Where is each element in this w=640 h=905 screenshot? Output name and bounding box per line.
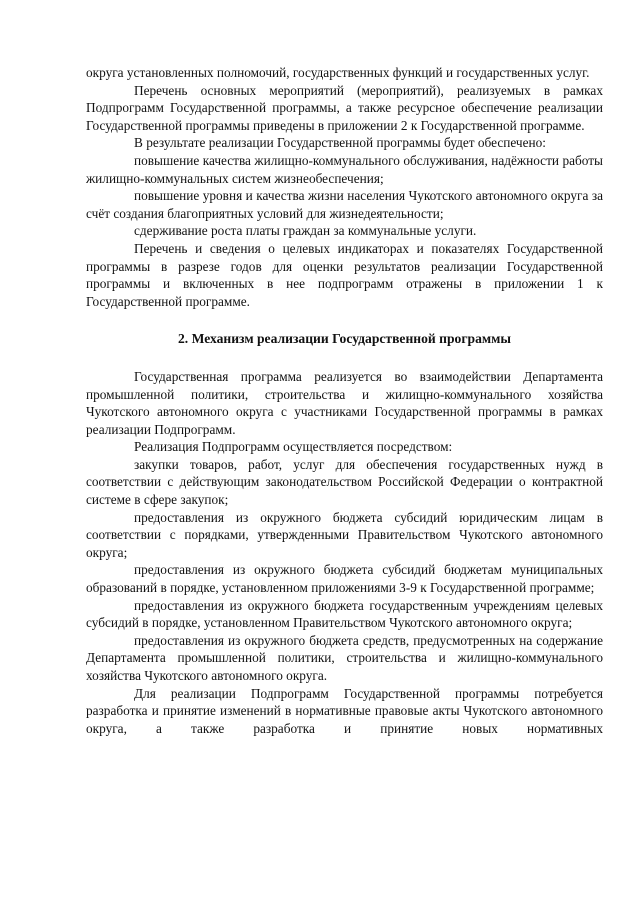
paragraph-continuation: округа установленных полномочий, государственных функций и государственных услуг. (86, 65, 590, 80)
list-item-service-quality: повышение качества жилищно-коммунального обслуживания, надёжности работы жилищно-коммунальных систем жизнеобеспечения; (86, 152, 603, 186)
paragraph-activities-list: Перечень основных мероприятий (мероприятий), реализуемых в рамках Подпрограмм Государственной программы, а также ресурсное обеспечение реализации Государственной программы приведены в приложении 2 к Государственной программе. (86, 82, 603, 133)
paragraph-means-intro: Реализация Подпрограмм осуществляется посредством: (134, 439, 453, 455)
list-item-procurement: закупки товаров, работ, услуг для обеспечения государственных нужд в соответствии с действующим законодательством Российской Федерации о контрактной системе в сфере закупок; (86, 456, 603, 508)
paragraph-interaction: Государственная программа реализуется во взаимодействии Департамента промышленной политики, строительства и жилищно-коммунального хозяйства Чукотского автономного округа с участниками Государственной программы в рамках реализации Подпрограмм. (86, 368, 603, 437)
list-item-legal-entity-subsidies: предоставления из окружного бюджета субсидий юридическим лицам в соответствии с порядками, утвержденными Правительством Чукотского автономного округа; (86, 509, 603, 560)
paragraph-regulatory-acts: Для реализации Подпрограмм Государственной программы потребуется разработка и принятие изменений в нормативные правовые акты Чукотского автономного округа, а также разработка и принятие новых нормативных (86, 685, 603, 736)
list-item-living-standards: повышение уровня и качества жизни населения Чукотского автономного округа за счёт создания благоприятных условий для жизнедеятельности; (86, 188, 603, 221)
list-item-municipal-subsidies: предоставления из окружного бюджета субсидий бюджетам муниципальных образований в порядке, установленном приложениями 3-9 к Государственной программе; (86, 562, 603, 596)
section-heading: 2. Механизм реализации Государственной программы (177, 331, 512, 347)
document-page (86, 64, 603, 737)
list-item-department-funding: предоставления из окружного бюджета средств, предусмотренных на содержание Департамента промышленной политики, строительства и жилищно-коммунального хозяйства Чукотского автономного округа. (86, 632, 603, 683)
list-item-fee-restraint: сдерживание роста платы граждан за коммунальные услуги. (134, 223, 477, 239)
paragraph-results-intro: В результате реализации Государственной программы будет обеспечено: (134, 135, 546, 151)
list-item-institution-subsidies: предоставления из окружного бюджета государственным учреждениям целевых субсидий в порядке, установленном Правительством Чукотского автономного округа; (86, 597, 603, 631)
paragraph-indicators: Перечень и сведения о целевых индикаторах и показателях Государственной программы в разрезе годов для оценки результатов реализации Государственной программы и включенных в нее подпрограмм отражены в приложении 1 к Государственной программе. (86, 240, 603, 309)
